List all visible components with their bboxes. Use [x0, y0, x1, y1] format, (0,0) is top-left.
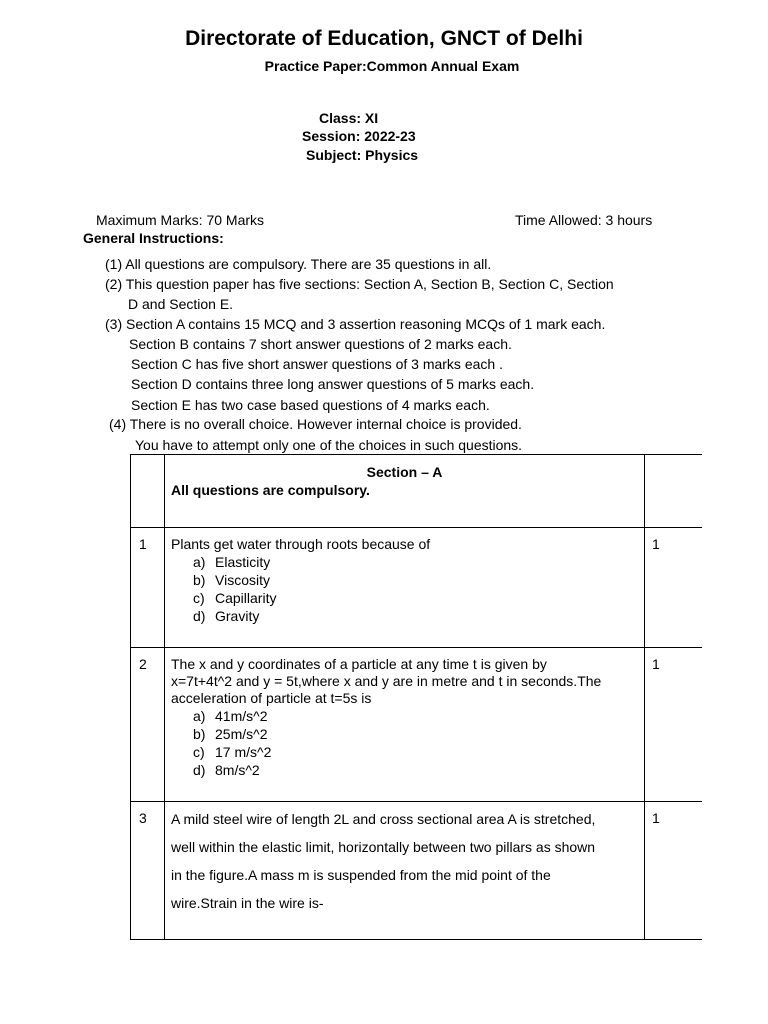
question-cell — [165, 802, 645, 940]
option-label: a) — [193, 554, 206, 570]
section-header-row — [131, 455, 702, 528]
question-text: A mild steel wire of length 2L and cross sectional area A is stretched, — [171, 811, 596, 827]
option-label: b) — [193, 726, 206, 742]
question-text: well within the elastic limit, horizontally between two pillars as shown — [171, 839, 596, 855]
option-item — [193, 725, 638, 743]
option-item — [193, 571, 638, 589]
section-title: Section – A — [366, 464, 443, 480]
number-cell — [131, 455, 165, 528]
option-label: b) — [193, 572, 206, 588]
option-item — [193, 589, 638, 607]
question-text: wire.Strain in the wire is- — [171, 895, 324, 911]
question-number: 1 — [131, 528, 165, 648]
options-list — [171, 707, 638, 779]
question-number: 2 — [131, 648, 165, 802]
instruction-line: Section C has five short answer questions of 3 marks each . — [131, 356, 503, 372]
table-row — [131, 528, 702, 648]
option-label: d) — [193, 608, 206, 624]
subject-label: Subject: Physics — [306, 147, 419, 163]
instructions-heading: General Instructions: — [83, 230, 224, 246]
question-number: 3 — [131, 802, 165, 940]
option-label: a) — [193, 708, 206, 724]
option-label: c) — [193, 590, 205, 606]
section-subtitle: All questions are compulsory. — [171, 482, 370, 498]
question-cell — [165, 528, 645, 648]
question-marks: 1 — [645, 528, 702, 648]
marks-cell — [645, 455, 702, 528]
class-label: Class: XI — [319, 110, 379, 126]
instruction-line: (2) This question paper has five sections: Section A, Section B, Section C, Section — [105, 276, 614, 292]
option-text: 17 m/s^2 — [215, 744, 272, 760]
question-marks: 1 — [645, 802, 702, 940]
option-label: d) — [193, 762, 206, 778]
instruction-line: D and Section E. — [128, 296, 234, 312]
option-item — [193, 553, 638, 571]
options-list — [171, 553, 638, 625]
instruction-line: (1) All questions are compulsory. There are 35 questions in all. — [105, 256, 492, 272]
option-item — [193, 761, 638, 779]
option-text: Viscosity — [215, 572, 270, 588]
instruction-line: Section E has two case based questions of 4 marks each. — [131, 397, 490, 413]
time-allowed: Time Allowed: 3 hours — [515, 212, 653, 228]
table-row — [131, 648, 702, 802]
page-subtitle: Practice Paper:Common Annual Exam — [264, 58, 520, 74]
option-text: Gravity — [215, 608, 260, 624]
instruction-line: Section B contains 7 short answer questions of 2 marks each. — [129, 336, 512, 352]
question-text: The x and y coordinates of a particle at any time t is given by — [171, 656, 547, 672]
questions-table — [130, 454, 702, 940]
instruction-line: You have to attempt only one of the choices in such questions. — [135, 437, 523, 453]
section-header-cell — [165, 455, 645, 528]
question-text: Plants get water through roots because of — [171, 536, 431, 552]
table-row — [131, 802, 702, 940]
option-item — [193, 607, 638, 625]
option-text: 41m/s^2 — [215, 708, 268, 724]
option-label: c) — [193, 744, 205, 760]
question-marks: 1 — [645, 648, 702, 802]
question-cell — [165, 648, 645, 802]
page-title: Directorate of Education, GNCT of Delhi — [185, 27, 583, 50]
question-text: x=7t+4t^2 and y = 5t,where x and y are in metre and t in seconds.The — [171, 673, 602, 689]
maximum-marks: Maximum Marks: 70 Marks — [96, 212, 265, 228]
question-text: acceleration of particle at t=5s is — [171, 690, 372, 706]
question-text: in the figure.A mass m is suspended from the mid point of the — [171, 867, 551, 883]
option-text: Capillarity — [215, 590, 277, 606]
option-item — [193, 707, 638, 725]
instruction-line: Section D contains three long answer questions of 5 marks each. — [131, 376, 535, 392]
instruction-line: (4) There is no overall choice. However internal choice is provided. — [109, 416, 522, 432]
instruction-line: (3) Section A contains 15 MCQ and 3 assertion reasoning MCQs of 1 mark each. — [105, 316, 606, 332]
session-label: Session: 2022-23 — [302, 128, 416, 144]
option-item — [193, 743, 638, 761]
option-text: 25m/s^2 — [215, 726, 268, 742]
option-text: Elasticity — [215, 554, 271, 570]
option-text: 8m/s^2 — [215, 762, 260, 778]
